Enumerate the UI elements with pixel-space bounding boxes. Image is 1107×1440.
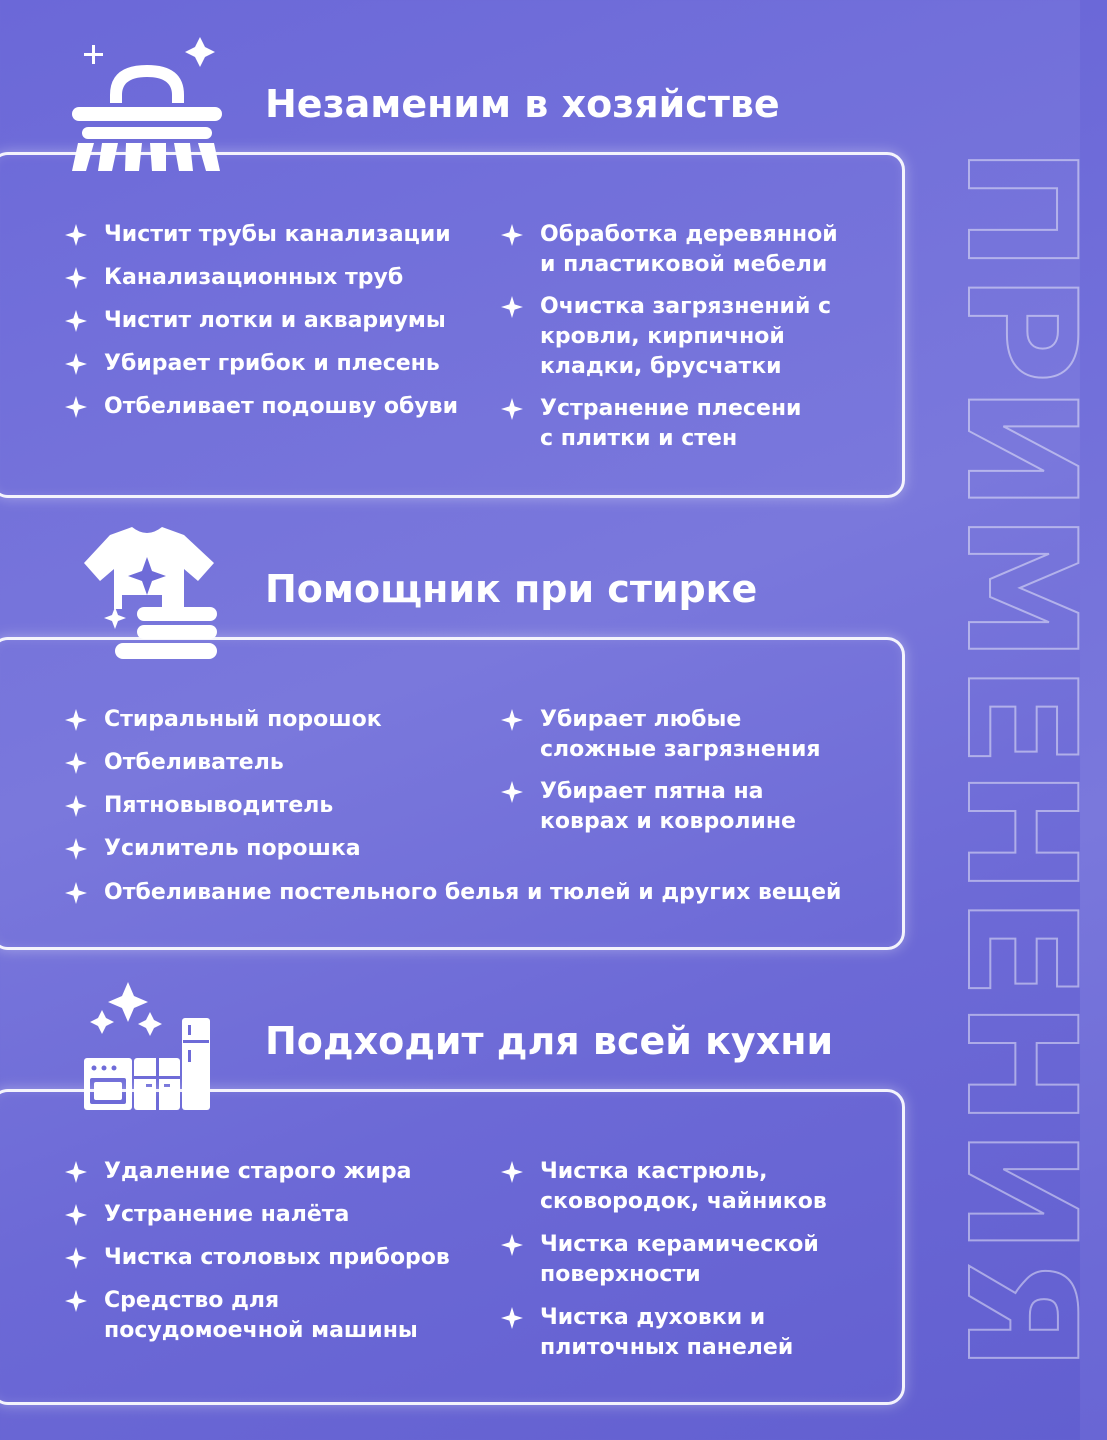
list-item-text: Убирает пятна на — [540, 779, 764, 804]
section-title: Незаменим в хозяйстве — [265, 82, 780, 126]
list-item-text: Убирает любые — [540, 707, 742, 732]
list-left — [64, 705, 382, 864]
sparkle-bullet-icon — [500, 1233, 524, 1257]
list-item — [500, 1303, 827, 1363]
list-item-text: поверхности — [540, 1262, 701, 1287]
list-left — [64, 1157, 450, 1346]
list-item — [64, 748, 382, 778]
list-item-text: сложные загрязнения — [540, 737, 821, 762]
list-item — [64, 263, 458, 293]
sparkle-bullet-icon — [64, 1246, 88, 1270]
sparkle-bullet-icon — [500, 1306, 524, 1330]
sparkle-bullet-icon — [64, 395, 88, 419]
list-item-text: Убирает грибок и плесень — [104, 351, 440, 376]
list-item-text: Чистка духовки и — [540, 1305, 766, 1330]
list-item-text: Устранение налёта — [104, 1202, 350, 1227]
side-title: ПРИМЕНЕНИЯ — [933, 146, 1107, 1374]
list-item — [64, 306, 458, 336]
list-item-text: Чистка столовых приборов — [104, 1245, 450, 1270]
sparkle-bullet-icon — [500, 295, 524, 319]
list-item-text: кровли, кирпичной — [540, 324, 785, 349]
list-item — [64, 392, 458, 422]
list-item-text: Чистка кастрюль, — [540, 1159, 768, 1184]
list-item-text: Канализационных труб — [104, 265, 404, 290]
list-item — [64, 1200, 450, 1230]
list-item — [64, 220, 458, 250]
list-item — [64, 834, 382, 864]
sparkle-bullet-icon — [64, 794, 88, 818]
list-item-text: Чистит лотки и аквариумы — [104, 308, 446, 333]
section-title: Подходит для всей кухни — [265, 1019, 834, 1063]
section-title: Помощник при стирке — [265, 567, 758, 611]
sparkle-bullet-icon — [64, 708, 88, 732]
list-left — [64, 220, 458, 422]
list-item-text: Удаление старого жира — [104, 1159, 412, 1184]
sparkle-bullet-icon — [64, 751, 88, 775]
list-item-text: Устранение плесени — [540, 396, 802, 421]
list-item-text: плиточных панелей — [540, 1335, 794, 1360]
sparkle-bullet-icon — [64, 309, 88, 333]
list-right — [500, 705, 820, 837]
list-item-text: посудомоечной машины — [104, 1318, 418, 1343]
sparkle-bullet-icon — [64, 266, 88, 290]
list-item-text: Стиральный порошок — [104, 707, 382, 732]
list-item-text: сковородок, чайников — [540, 1189, 827, 1214]
list-item — [64, 705, 382, 735]
list-item — [500, 292, 838, 382]
list-item-text: Отбеливание постельного белья и тюлей и других вещей — [104, 880, 842, 905]
list-item — [64, 349, 458, 379]
list-item — [64, 1286, 450, 1346]
list-full — [64, 878, 841, 908]
sparkle-bullet-icon — [500, 780, 524, 804]
list-item — [64, 1243, 450, 1273]
list-item-text: и пластиковой мебели — [540, 252, 828, 277]
list-item — [500, 1230, 827, 1290]
sparkle-bullet-icon — [64, 223, 88, 247]
list-item-text: Отбеливатель — [104, 750, 284, 775]
list-item — [500, 220, 838, 280]
list-item — [500, 1157, 827, 1217]
list-item — [500, 705, 820, 765]
list-item — [64, 791, 382, 821]
list-item-text: коврах и ковролине — [540, 809, 796, 834]
sparkle-bullet-icon — [64, 1289, 88, 1313]
list-item-text: Очистка загрязнений с — [540, 294, 832, 319]
list-item-text: с плитки и стен — [540, 426, 738, 451]
list-item-text: кладки, брусчатки — [540, 354, 782, 379]
list-right — [500, 220, 838, 454]
list-item-text: Пятновыводитель — [104, 793, 334, 818]
list-item-text: Отбеливает подошву обуви — [104, 394, 458, 419]
sparkle-bullet-icon — [500, 223, 524, 247]
sparkle-bullet-icon — [64, 881, 88, 905]
list-right — [500, 1157, 827, 1363]
list-item-text: Чистит трубы канализации — [104, 222, 451, 247]
list-item — [64, 1157, 450, 1187]
list-item-text: Чистка керамической — [540, 1232, 819, 1257]
list-item-text: Усилитель порошка — [104, 836, 361, 861]
sparkle-bullet-icon — [64, 1160, 88, 1184]
list-item — [500, 394, 838, 454]
sparkle-bullet-icon — [64, 837, 88, 861]
sparkle-bullet-icon — [64, 352, 88, 376]
list-item — [64, 878, 841, 908]
sparkle-bullet-icon — [500, 708, 524, 732]
list-item — [500, 777, 820, 837]
list-item-text: Обработка деревянной — [540, 222, 838, 247]
sparkle-bullet-icon — [500, 1160, 524, 1184]
list-item-text: Средство для — [104, 1288, 280, 1313]
sparkle-bullet-icon — [500, 397, 524, 421]
sparkle-bullet-icon — [64, 1203, 88, 1227]
